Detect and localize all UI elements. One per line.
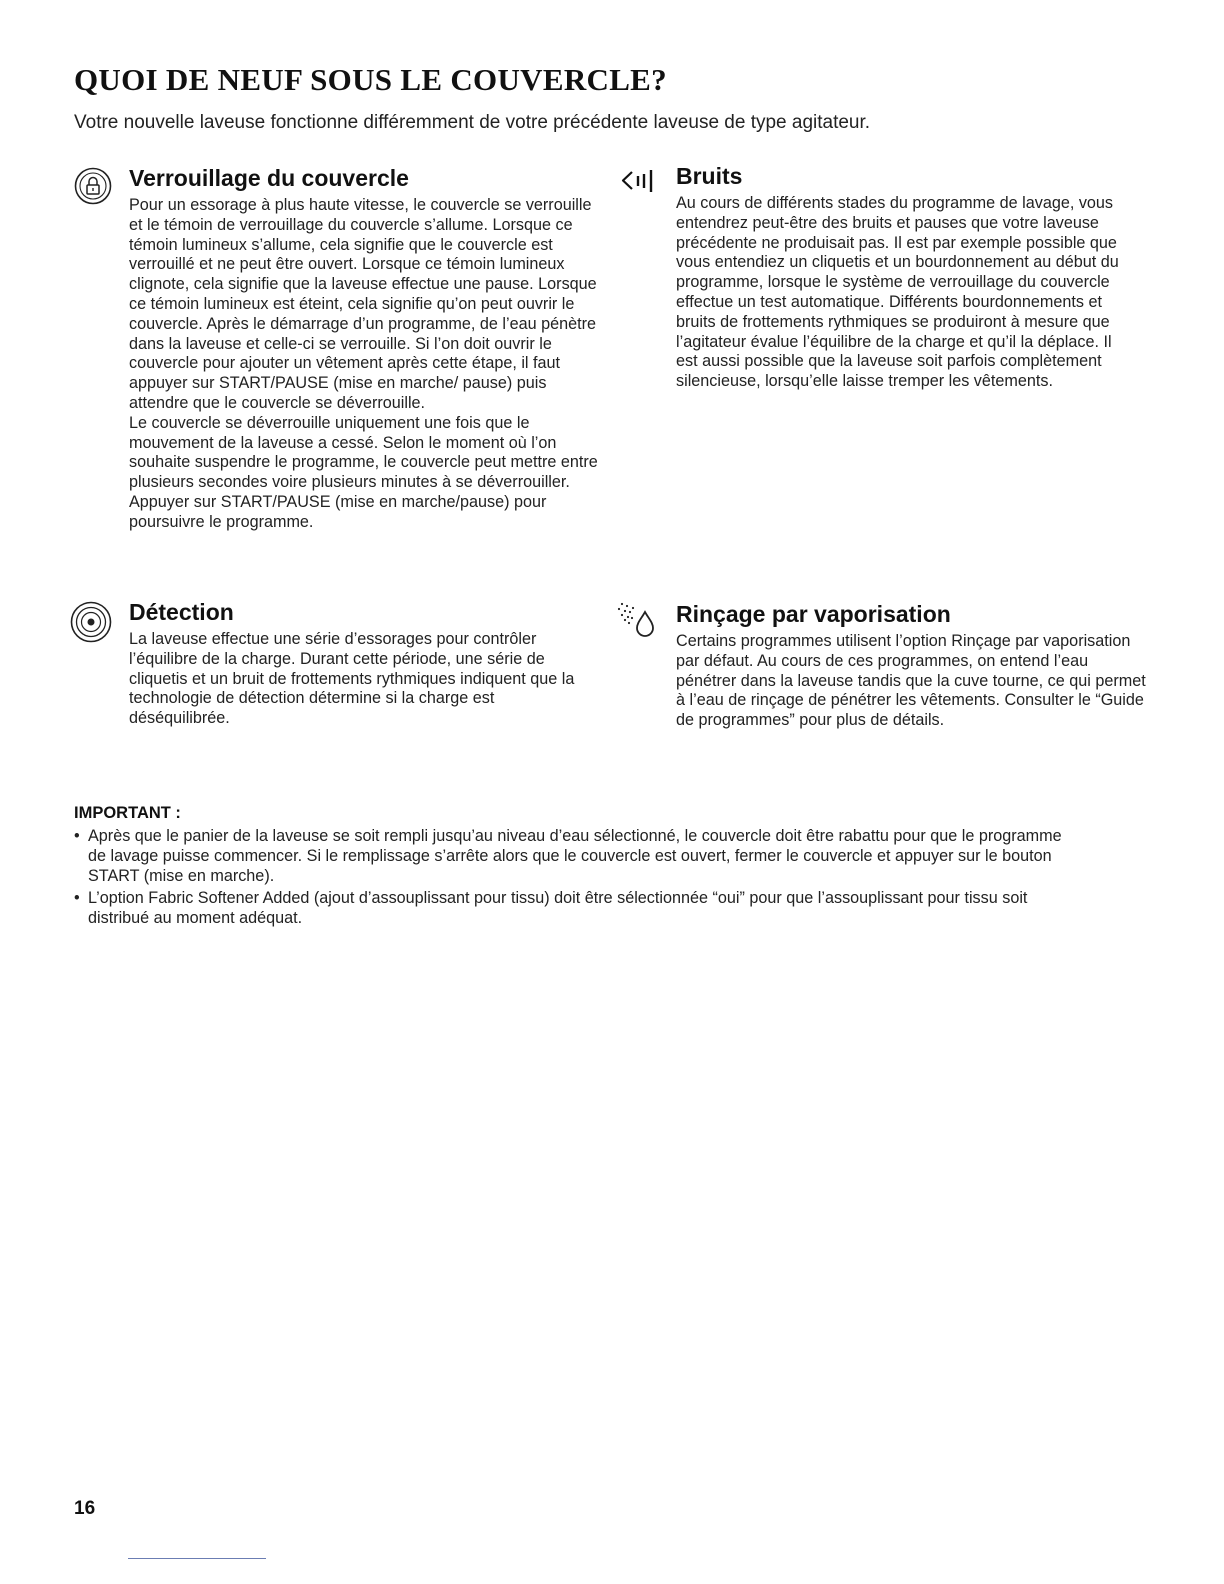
section-heading: Verrouillage du couvercle [129,165,409,191]
lid-lock-icon [73,166,113,211]
section-lid-lock [129,164,604,533]
important-list [74,827,1074,929]
spray-rinse-icon [616,600,658,645]
section-body: Au cours de différents stades du programme de lavage, vous entendrez peut-être des bruits et pauses que votre laveuse précédente ne produisait pas. Il est par exemple possible que vous entendiez un cliquetis et un bourdonnement au début du programme, lorsque le système de verrouillage du couvercle effectue un test automatique. Différents bourdonnements et bruits de frottements rythmiques se produiront à mesure que l’agitateur évalue l’équilibre de la charge et qu’il la déplace. Il est aussi possible que la laveuse soit parfois complètement silencieuse, lorsqu’elle laisse tremper les vêtements. [676,194,1119,391]
section-heading: Détection [129,599,234,625]
page-number: 16 [74,1498,96,1519]
footer-rule [128,1558,266,1559]
section-detection [129,598,599,729]
important-notice [74,804,1074,932]
section-body-continued: Le couvercle se déverrouille uniquement une fois que le mouvement de la laveuse a cessé. Selon le moment où l’on souhaite suspendre le programme, le couvercle peut mettre entre plusieurs secondes voire plusieurs minutes à se déverrouiller. Appuyer sur START/PAUSE (mise en marche/pause) pour poursuivre le programme. [129,413,598,531]
list-item-text: Après que le panier de la laveuse se soit rempli jusqu’au niveau d’eau sélectionné, le couvercle doit être rabattu pour que le programme de lavage puisse commencer. Si le remplissage s’arrête alors que le couvercle est ouvert, fermer le couvercle et appuyer sur le bouton START (mise en marche). [88,827,1062,885]
page-subtitle: Votre nouvelle laveuse fonctionne différemment de votre précédente laveuse de type agitateur. [74,112,871,133]
section-body: Pour un essorage à plus haute vitesse, le couvercle se verrouille et le témoin de verrouillage du couvercle s’allume. Lorsque ce témoin lumineux s’allume, cela signifie que le couvercle est verrouillé et ne peut être ouvert. Lorsque ce témoin lumineux clignote, cela signifie que la laveuse effectue une pause. Lorsque ce témoin lumineux est éteint, cela signifie qu’on peut ouvrir le couvercle. Après le démarrage d’un programme, de l’eau pénètre dans la laveuse et celle-ci se verrouille. Si l’on doit ouvrir le couvercle pour ajouter un vêtement après cette étape, il faut appuyer sur START/PAUSE (mise en marche/ pause) puis attendre que le couvercle se déverrouille. [129,196,597,412]
section-body: Certains programmes utilisent l’option Rinçage par vaporisation par défaut. Au cours de ces programmes, on entend l’eau pénétrer dans la laveuse tandis que la cuve tourne, ce qui permet à l’eau de rinçage de pénétrer les vêtements. Consulter le “Guide de programmes” pour plus de détails. [676,632,1146,730]
important-label: IMPORTANT : [74,804,181,822]
bullet: • [74,889,80,908]
bullet: • [74,827,80,845]
sound-icon [620,168,664,199]
section-heading: Rinçage par vaporisation [676,601,951,627]
list-item [74,827,1074,886]
section-spray-rinse [676,600,1146,731]
detection-icon [69,600,113,649]
section-noises [676,162,1136,392]
list-item [74,889,1074,929]
section-heading: Bruits [676,163,743,189]
section-body: La laveuse effectue une série d’essorages pour contrôler l’équilibre de la charge. Durant cette période, une série de cliquetis et un bruit de frottements rythmiques indiquent que la technologie de détection détermine si la charge est déséquilibrée. [129,630,575,728]
list-item-text: L’option Fabric Softener Added (ajout d’assouplissant pour tissu) doit être sélectionnée “oui” pour que l’assouplissant pour tissu soit distribué au moment adéquat. [88,889,1028,928]
page-title: QUOI DE NEUF SOUS LE COUVERCLE? [74,62,667,97]
